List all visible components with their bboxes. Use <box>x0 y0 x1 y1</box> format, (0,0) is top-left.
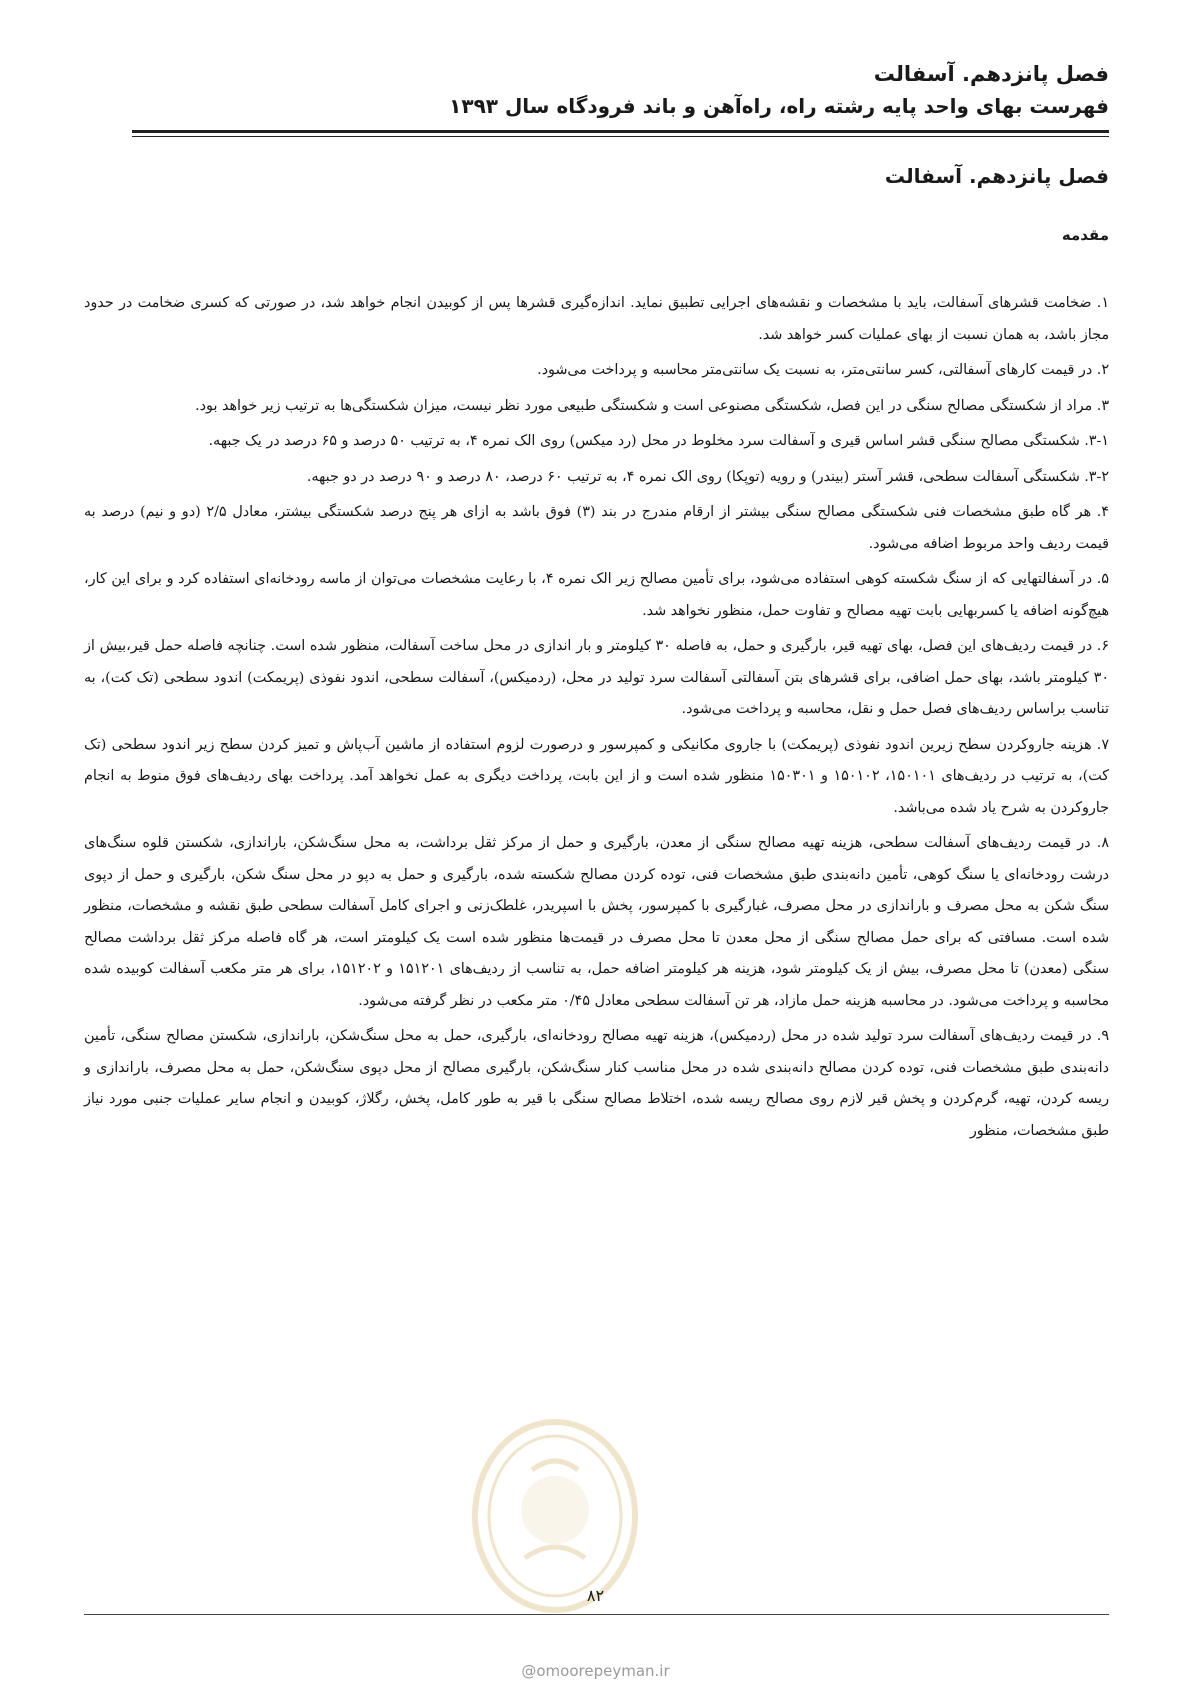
paragraph-9: ۹. در قیمت ردیف‌های آسفالت سرد تولید شده در محل (ردمیکس)، هزینه تهیه مصالح رودخانه‌ای، بارگیری، حمل به محل سنگ‌شکن، باراندازی، شکستن مصالح سنگی، تأمین دانه‌بندی طبق مشخصات فنی، توده کردن مصالح دانه‌بندی شده در محل مناسب کنار سنگ‌شکن، بارگیری مصالح از محل دپوی سنگ‌شکن، حمل به محل مصرف، باراندازی و ریسه کردن، تهیه، گرم‌کردن و پخش قیر لازم روی مصالح ریسه شده، اختلاط مصالح سنگی با قیر به طور کامل، پخش، رگلاژ، کوبیدن و انجام سایر عملیات جنبی مورد نیاز طبق مشخصات، منظور <box>84 1028 1109 1139</box>
introduction-heading: مقدمه <box>1061 226 1109 244</box>
paragraph-3: ۳. مراد از شکستگی مصالح سنگی در این فصل، شکستگی مصنوعی است و شکستگی طبیعی مورد نظر نیست، میزان شکستگی‌ها به ترتیب زیر خواهد بود. <box>195 397 1109 414</box>
paragraph-3-2: ۳-۲. شکستگی آسفالت سطحی، قشر آستر (بیندر) و رویه (توپکا) روی الک نمره ۴، به ترتیب ۶۰ درصد، ۸۰ درصد و ۹۰ درصد در دو جبهه. <box>306 468 1109 485</box>
paragraph-3-1: ۳-۱. شکستگی مصالح سنگی قشر اساس قیری و آسفالت سرد مخلوط در محل (رد میکس) روی الک نمره ۴، به ترتیب ۵۰ درصد و ۶۵ درصد در یک جبهه. <box>208 433 1109 449</box>
watermark-site-label: @omoorepeyman.ir <box>521 1662 670 1680</box>
paragraph-6: ۶. در قیمت ردیف‌های این فصل، بهای تهیه قیر، بارگیری و حمل، به فاصله ۳۰ کیلومتر و بار اندازی در محل ساخت آسفالت، منظور شده است. چنانچه فاصله حمل قیر،بیش از ۳۰ کیلومتر باشد، بهای حمل اضافی، برای قشرهای بتن آسفالتی آسفالت سرد تولید در محل، (ردمیکس)، آسفالت سطحی، اندود نفوذی (پریمکت) اندود سطحی (تک کت)، به تناسب براساس ردیف‌های فصل حمل و نقل، محاسبه و پرداخت می‌شود. <box>84 638 1109 717</box>
paragraph-5: ۵. در آسفالتهایی که از سنگ شکسته کوهی استفاده می‌شود، برای تأمین مصالح زیر الک نمره ۴، با رعایت مشخصات می‌توان از ماسه رودخانه‌ای استفاده کرد و برای این کار، هیچ‌گونه اضافه یا کسربهایی بابت تهیه مصالح و تفاوت حمل، منظور نخواهد شد. <box>84 571 1109 619</box>
chapter-heading: فصل پانزدهم. آسفالت <box>884 164 1109 188</box>
paragraph-7: ۷. هزینه جاروکردن سطح زیرین اندود نفوذی (پریمکت) با جاروی مکانیکی و کمپرسور و درصورت لزوم استفاده از ماشین آب‌پاش و تمیز کردن سطح زیر اندود سطحی (تک کت)، به ترتیب در ردیف‌های ۱۵۰۱۰۱، ۱۵۰۱۰۲ و ۱۵۰۳۰۱ منظور شده است و از این بابت، پرداخت دیگری به عمل نخواهد آمد. پرداخت بهای ردیف‌های فوق منوط به انجام جاروکردن به شرح یاد شده می‌باشد. <box>84 736 1109 816</box>
footer-divider <box>84 1614 1109 1615</box>
body-text <box>84 288 1109 1151</box>
header-divider-thick <box>132 130 1109 133</box>
header-chapter-title: فصل پانزدهم. آسفالت <box>873 62 1109 86</box>
paragraph-1: ۱. ضخامت قشرهای آسفالت، باید با مشخصات و نقشه‌های اجرایی تطبیق نماید. اندازه‌گیری قشرها پس از کوبیدن انجام خواهد شد، در صورتی که کسری ضخامت در حدود مجاز باشد، به همان نسبت از بهای عملیات کسر خواهد شد. <box>84 295 1109 343</box>
paragraph-4: ۴. هر گاه طبق مشخصات فنی شکستگی مصالح سنگی بیشتر از ارقام مندرج در بند (۳) فوق باشد به ازای هر پنج درصد شکستگی بیشتر، معادل ۲/۵ (دو و نیم) درصد به قیمت ردیف واحد مربوط اضافه می‌شود. <box>84 504 1109 552</box>
header-divider-thin <box>132 136 1109 137</box>
running-header <box>132 58 1109 122</box>
paragraph-2: ۲. در قیمت کارهای آسفالتی، کسر سانتی‌متر، به نسبت یک سانتی‌متر محاسبه و پرداخت می‌شود. <box>537 362 1109 378</box>
header-price-list-title: فهرست بهای واحد پایه رشته راه، راه‌آهن و باند فرودگاه سال ۱۳۹۳ <box>449 94 1109 118</box>
page-number: ۸۲ <box>586 1586 605 1605</box>
paragraph-8: ۸. در قیمت ردیف‌های آسفالت سطحی، هزینه تهیه مصالح سنگی از معدن، بارگیری و حمل از مرکز ثقل برداشت، به محل سنگ‌شکن، باراندازی، شکستن قلوه سنگ‌های درشت رودخانه‌ای یا سنگ کوهی، تأمین دانه‌بندی طبق مشخصات فنی، توده کردن مصالح شکسته شده، بارگیری و حمل به دپو در محل سنگ شکن، بارگیری و حمل از دپوی سنگ شکن به محل مصرف و باراندازی در محل مصرف، غبارگیری با کمپرسور، پخش با اسپریدر، غلطک‌زنی و اجرای کامل آسفالت سطحی طبق نقشه و مشخصات، منظور شده است. مسافتی که برای حمل مصالح سنگی از محل معدن تا محل مصرف در قیمت‌ها منظور شده است یک کیلومتر است، هر گاه فاصله مرکز ثقل برداشت مصالح سنگی (معدن) تا محل مصرف، بیش از یک کیلومتر شود، هزینه هر کیلومتر اضافه حمل، به تناسب از ردیف‌های ۱۵۱۲۰۱ و ۱۵۱۲۰۲، برای هر متر مکعب آسفالت کوبیده شده محاسبه و پرداخت می‌شود. در محاسبه هزینه حمل مازاد، هر تن آسفالت سطحی معادل ۰/۴۵ متر مکعب در نظر گرفته می‌شود. <box>84 835 1109 1009</box>
